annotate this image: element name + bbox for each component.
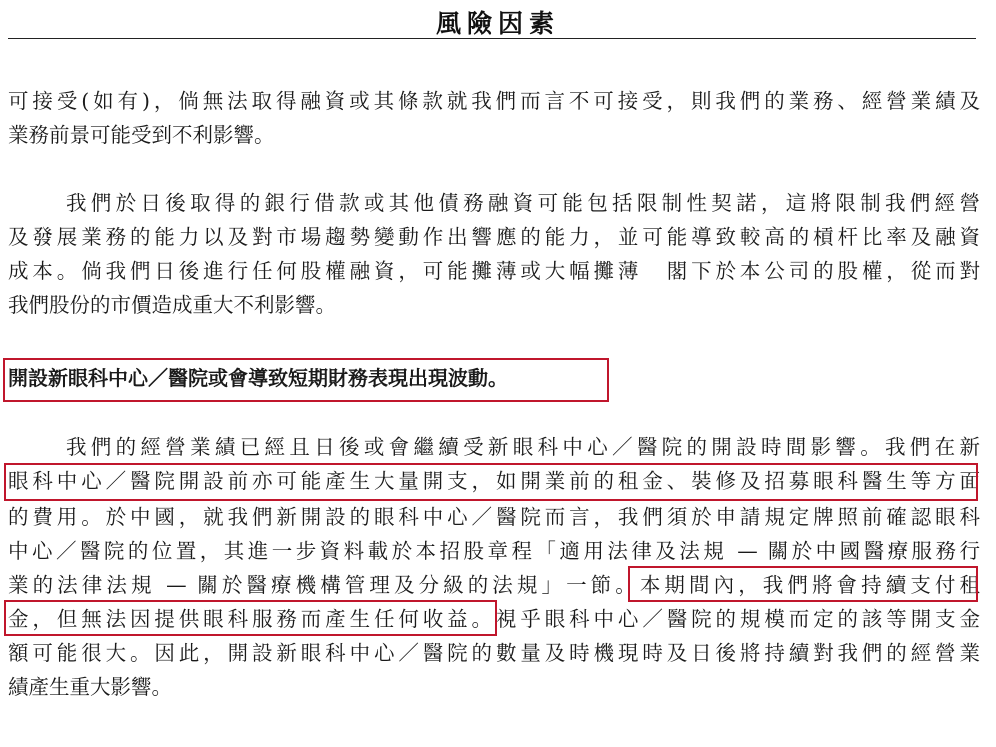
p2-line-2: 及發展業務的能力以及對市場趨勢變動作出響應的能力，並可能導致較高的槓杆比率及融資	[8, 225, 980, 249]
p2-line-4: 我們股份的市價造成重大不利影響。	[8, 293, 336, 317]
p3-line-6: 金，但無法因提供眼科服務而產生任何收益。視乎眼科中心／醫院的規模而定的該等開支金	[8, 607, 980, 631]
p3-line-8: 績產生重大影響。	[8, 675, 172, 699]
p3-line-4: 中心／醫院的位置，其進一步資料載於本招股章程「適用法律及法規 — 關於中國醫療服務行	[8, 539, 980, 563]
p3-line-5: 業的法律法規 — 關於醫療機構管理及分級的法規」一節。本期間內，我們將會持續支付租	[8, 573, 980, 597]
p2-line-1: 我們於日後取得的銀行借款或其他債務融資可能包括限制性契諾，這將限制我們經營	[66, 191, 980, 215]
p3-line-7: 額可能很大。因此，開設新眼科中心／醫院的數量及時機現時及日後將持續對我們的經營業	[8, 641, 980, 665]
page-header	[0, 0, 996, 42]
p3-line-1: 我們的經營業績已經且日後或會繼續受新眼科中心／醫院的開設時間影響。我們在新	[66, 435, 980, 459]
p1-line-1: 可接受(如有)，倘無法取得融資或其條款就我們而言不可接受，則我們的業務、經營業績及	[8, 89, 980, 113]
p3-line-2: 眼科中心／醫院開設前亦可能產生大量開支，如開業前的租金、裝修及招募眼科醫生等方面	[8, 469, 980, 493]
section-title: 風險因素	[435, 9, 560, 38]
p1-line-2: 業務前景可能受到不利影響。	[8, 123, 275, 147]
p3-line-3: 的費用。於中國，就我們新開設的眼科中心／醫院而言，我們須於申請規定牌照前確認眼科	[8, 505, 980, 529]
p2-line-3: 成本。倘我們日後進行任何股權融資，可能攤薄或大幅攤薄 閣下於本公司的股權，從而對	[8, 259, 980, 283]
header-divider	[8, 38, 976, 39]
risk-heading: 開設新眼科中心／醫院或會導致短期財務表現出現波動。	[8, 366, 508, 390]
